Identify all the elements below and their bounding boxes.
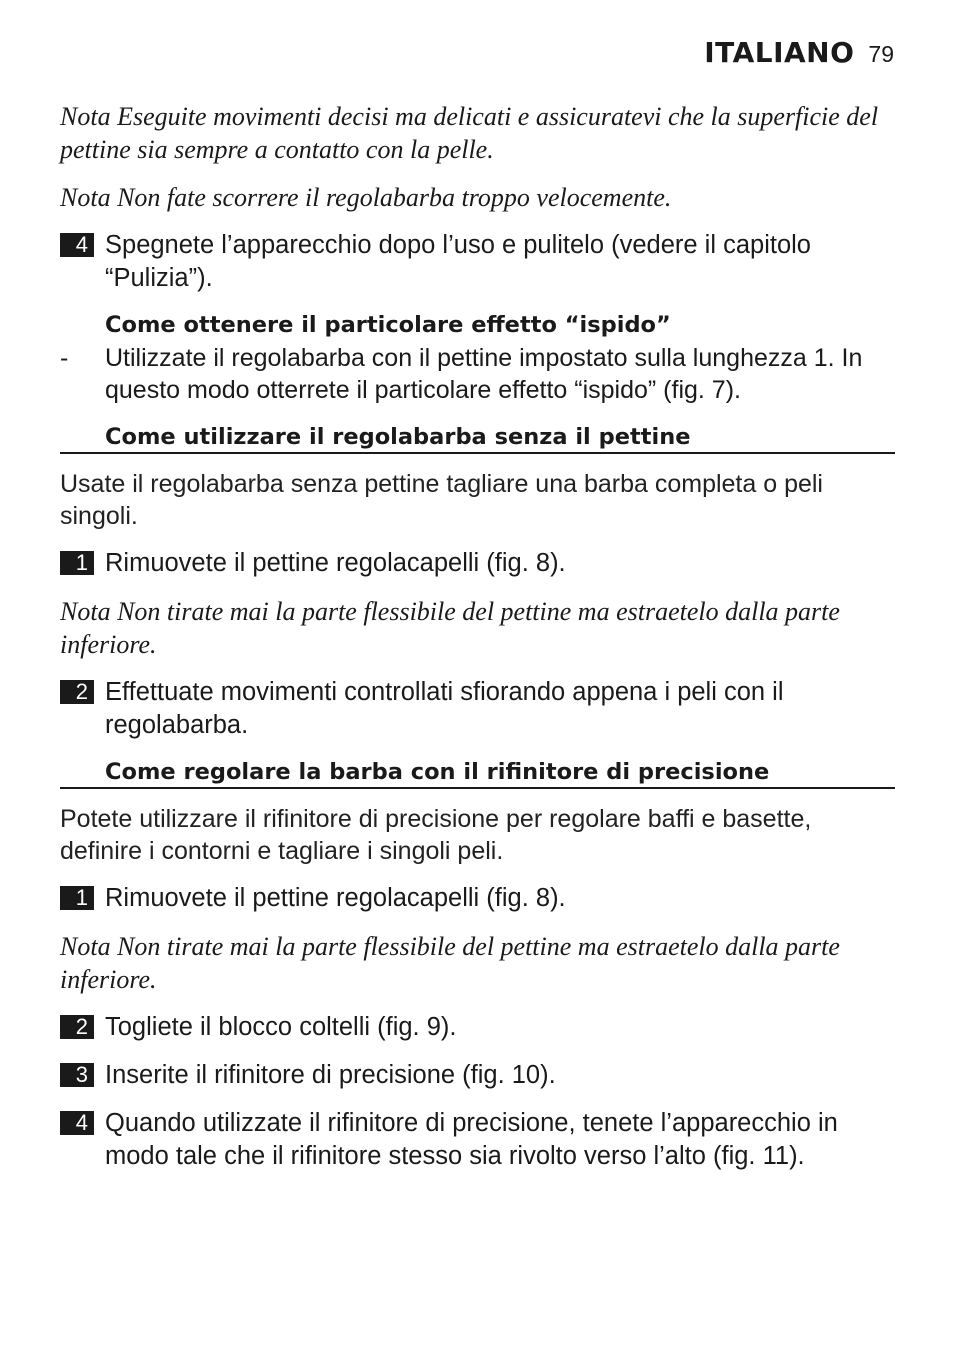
step-item xyxy=(60,676,895,742)
step-number: 1 xyxy=(60,886,94,910)
bullet-item xyxy=(60,342,895,406)
step-text: Rimuovete il pettine regolacapelli (fig. 8). xyxy=(105,884,566,912)
body-paragraph: Potete utilizzare il rifinitore di precisione per regolare baffi e basette, definire i contorni e tagliare i singoli peli. xyxy=(60,805,812,865)
note-paragraph: Nota Eseguite movimenti decisi ma delicati e assicuratevi che la superficie del pettine sia sempre a contatto con la pelle. xyxy=(60,102,879,164)
step-text: Effettuate movimenti controllati sfiorando appena i peli con il regolabarba. xyxy=(105,678,784,739)
page-content xyxy=(60,100,895,1188)
step-item xyxy=(60,229,895,295)
step-number: 2 xyxy=(60,1015,94,1039)
bullet-dash: - xyxy=(60,344,69,372)
page-number: 79 xyxy=(868,41,894,67)
language-label: ITALIANO xyxy=(704,36,855,69)
step-item xyxy=(60,1011,895,1044)
step-text: Togliete il blocco coltelli (fig. 9). xyxy=(105,1013,457,1041)
step-text: Spegnete l’apparecchio dopo l’uso e pulitelo (vedere il capitolo “Pulizia”). xyxy=(105,231,811,292)
step-number: 2 xyxy=(60,680,94,704)
note-paragraph: Nota Non tirate mai la parte flessibile del pettine ma estraetelo dalla parte inferiore. xyxy=(60,932,840,994)
step-number: 4 xyxy=(60,1111,94,1135)
step-item xyxy=(60,547,895,580)
step-number: 3 xyxy=(60,1063,94,1087)
section-heading: Come regolare la barba con il rifinitore di precisione xyxy=(60,757,895,789)
step-number: 4 xyxy=(60,233,94,257)
note-paragraph: Nota Non tirate mai la parte flessibile del pettine ma estraetelo dalla parte inferiore. xyxy=(60,597,840,659)
step-item xyxy=(60,882,895,915)
body-paragraph: Usate il regolabarba senza pettine tagliare una barba completa o peli singoli. xyxy=(60,470,823,530)
step-text: Inserite il rifinitore di precisione (fig. 10). xyxy=(105,1061,556,1089)
step-item xyxy=(60,1059,895,1092)
step-item xyxy=(60,1107,895,1173)
step-text: Quando utilizzate il rifinitore di precisione, tenete l’apparecchio in modo tale che il rifinitore stesso sia rivolto verso l’alto (fig. 11). xyxy=(105,1109,838,1170)
step-number: 1 xyxy=(60,551,94,575)
section-heading: Come ottenere il particolare effetto “ispido” xyxy=(105,312,671,338)
bullet-text: Utilizzate il regolabarba con il pettine impostato sulla lunghezza 1. In questo modo otterrete il particolare effetto “ispido” (fig. 7). xyxy=(105,344,863,404)
page-header xyxy=(704,36,894,69)
step-text: Rimuovete il pettine regolacapelli (fig. 8). xyxy=(105,549,566,577)
section-heading: Come utilizzare il regolabarba senza il pettine xyxy=(60,422,895,454)
note-paragraph: Nota Non fate scorrere il regolabarba troppo velocemente. xyxy=(60,183,672,212)
